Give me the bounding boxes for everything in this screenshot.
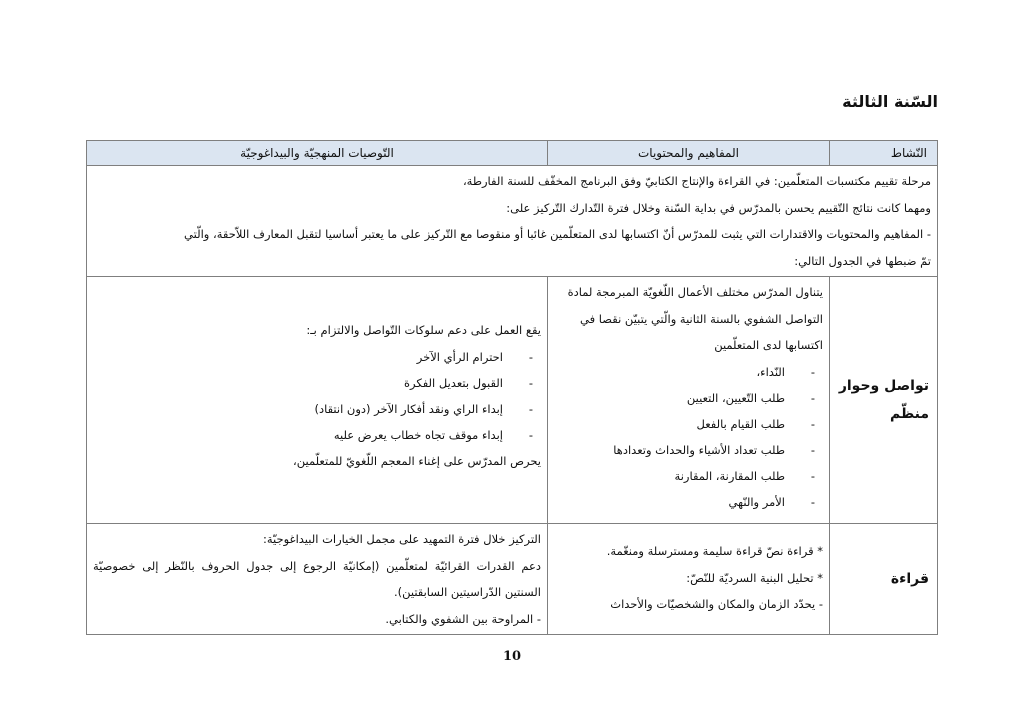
intro-line: - المفاهيم والمحتويات والاقتدارات التي يثبت للمدرّس أنّ اكتسابها لدى المتعلّمين غائبا أو منقوصا مع التّركيز على ما يعتبر أساسيا لتقبل المعارف اللاّحقة، والّتي <box>184 227 931 241</box>
header-recommendations: التّوصيات المنهجيّة والبيداغوجيّة <box>87 141 548 166</box>
list-item: - طلب تعداد الأشياء والحداث وتعدادها <box>554 437 823 463</box>
list-item: - القبول بتعديل الفكرة <box>93 370 541 396</box>
table-row <box>87 277 938 524</box>
header-concepts: المفاهيم والمحتويات <box>548 141 830 166</box>
list-item: - طلب القيام بالفعل <box>554 411 823 437</box>
list-item: - احترام الرأي الآخر <box>93 344 541 370</box>
list-item: - الأمر والنّهي <box>554 489 823 515</box>
concepts-cell <box>548 277 830 524</box>
section-title: السّنة الثالثة <box>842 92 938 111</box>
table-header-row <box>87 141 938 166</box>
rec-list <box>93 344 541 448</box>
concepts-line: - يحدّد الزمان والمكان والشخصيّات والأحداث <box>610 597 823 611</box>
header-activity: النّشاط <box>830 141 938 166</box>
table-row <box>87 524 938 635</box>
intro-cell <box>87 166 938 277</box>
concepts-intro: يتناول المدرّس مختلف الأعمال اللّغويّة المبرمجة لمادة التواصل الشفوي بالسنة الثانية والّتي يتبيّن نقصا في اكتسابها لدى المتعلّمين <box>567 285 823 352</box>
list-item: - إبداء الراي ونقد أفكار الآخر (دون انتقاد) <box>93 396 541 422</box>
rec-line: دعم القدرات القرائيّة لمتعلّمين (إمكانيّة الرجوع إلى جدول الحروف بالنّظر إلى خصوصيّة السنتين الدّراسيتين السابقتين). <box>93 558 541 599</box>
concepts-cell <box>548 524 830 635</box>
intro-line: ومهما كانت نتائج التّقييم يحسن بالمدرّس في بداية السّنة وخلال فترة التّدارك التّركيز على: <box>506 200 931 215</box>
intro-row <box>87 166 938 277</box>
recommendations-cell <box>87 277 548 524</box>
intro-line: مرحلة تقييم مكتسبات المتعلّمين: في القراءة والإنتاج الكتابيّ وفق البرنامج المخفّف للسنة الفارطة، <box>462 174 931 188</box>
list-item: - إبداء موقف تجاه خطاب يعرض عليه <box>93 422 541 448</box>
rec-line: التركيز خلال فترة التمهيد على مجمل الخيارات البيداغوجيّة: <box>263 532 541 546</box>
list-item: - النّداء، <box>554 359 823 385</box>
rec-line: - المراوحة بين الشفوي والكتابي. <box>385 611 541 626</box>
page-number: 10 <box>502 649 522 664</box>
rec-outro: يحرص المدرّس على إغناء المعجم اللّغويّ للمتعلّمين، <box>293 453 541 468</box>
concepts-line: * تحليل البنية السرديّة للنّصّ: <box>686 570 823 585</box>
curriculum-table <box>86 140 938 635</box>
recommendations-cell <box>87 524 548 635</box>
list-item: - طلب التّعيين، التعيين <box>554 385 823 411</box>
concepts-list <box>554 359 823 515</box>
concepts-line: * قراءة نصّ قراءة سليمة ومسترسلة ومنغّمة. <box>606 544 823 558</box>
intro-line: تمّ ضبطها في الجدول التالي: <box>794 253 931 268</box>
activity-cell: قراءة <box>830 524 938 635</box>
activity-cell: تواصل وحوار منظّم <box>830 277 938 524</box>
list-item: - طلب المقارنة، المقارنة <box>554 463 823 489</box>
rec-intro: يقع العمل على دعم سلوكات التّواصل والالتزام بـ: <box>306 323 541 337</box>
